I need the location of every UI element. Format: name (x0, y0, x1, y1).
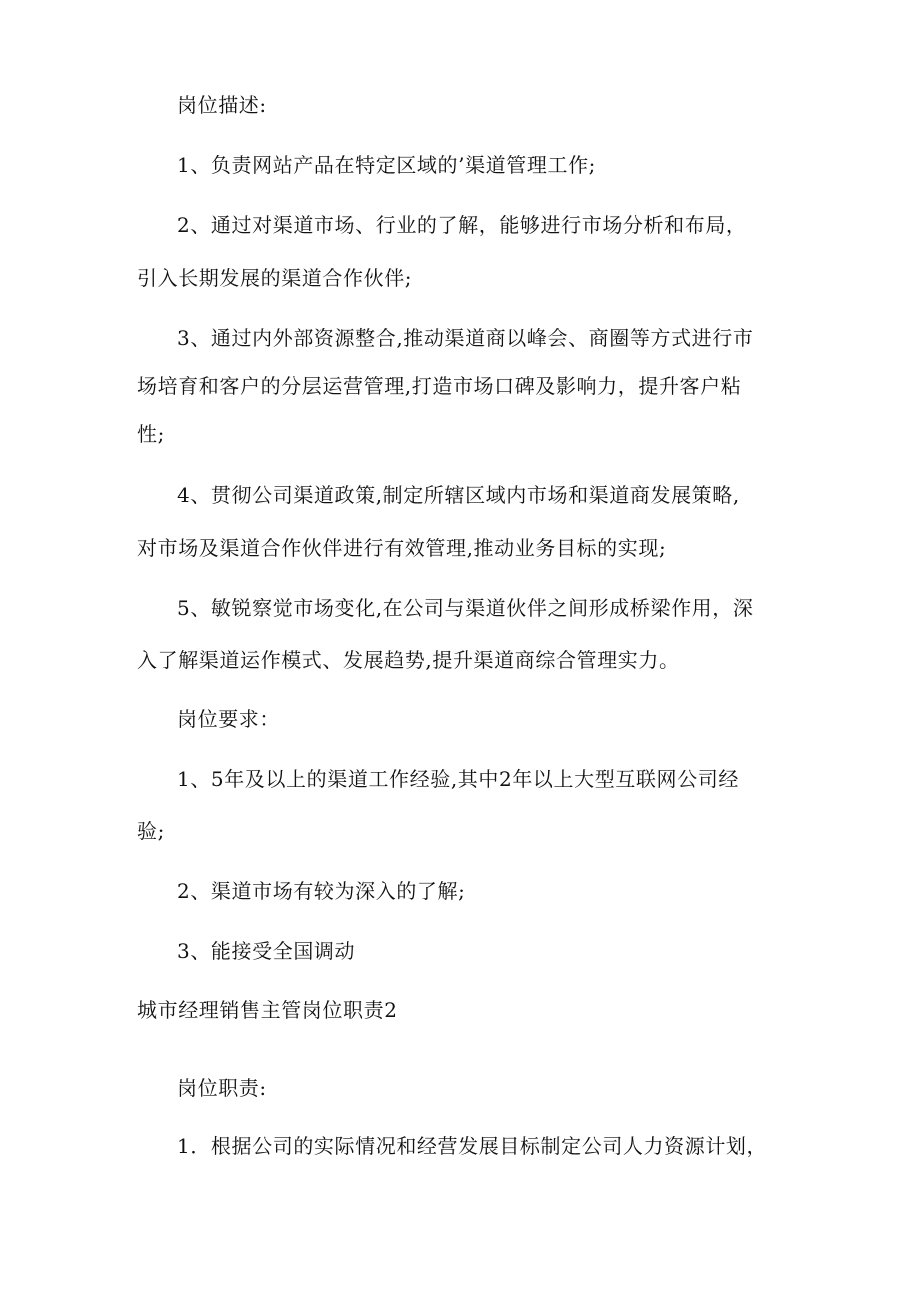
description-item-3-line-3: 性; (137, 422, 165, 446)
section-label-requirements: 岗位要求： (177, 707, 280, 731)
duty-item-1: 1．根据公司的实际情况和经营发展目标制定公司人力资源计划， (177, 1134, 768, 1158)
description-item-4-line-2: 对市场及渠道合作伙伴进行有效管理,推动业务目标的实现; (137, 536, 667, 560)
description-item-2-line-1: 2、通过对渠道市场、行业的了解，能够进行市场分析和布局， (177, 213, 747, 237)
description-item-1: 1、负责网站产品在特定区域的’渠道管理工作; (177, 153, 597, 177)
description-item-3-line-1: 3、通过内外部资源整合,推动渠道商以峰会、商圈等方式进行市 (177, 326, 754, 350)
description-item-3-line-2: 场培育和客户的分层运营管理,打造市场口碑及影响力，提升客户粘 (137, 374, 742, 398)
requirement-item-1-line-2: 验; (137, 819, 165, 843)
requirement-item-3: 3、能接受全国调动 (177, 939, 356, 963)
description-item-4-line-1: 4、贯彻公司渠道政策,制定所辖区域内市场和渠道商发展策略, (177, 483, 740, 507)
requirement-item-1-line-1: 1、5年及以上的渠道工作经验,其中2年以上大型互联网公司经 (177, 767, 739, 791)
description-item-5-line-1: 5、敏锐察觉市场变化,在公司与渠道伙伴之间形成桥梁作用，深 (177, 596, 754, 620)
section-label-duties: 岗位职责: (177, 1076, 267, 1100)
section-label-description: 岗位描述: (177, 93, 267, 117)
description-item-5-line-2: 入了解渠道运作模式、发展趋势,提升渠道商综合管理实力。 (137, 648, 680, 672)
requirement-item-2: 2、渠道市场有较为深入的了解; (177, 879, 466, 903)
section-2-title: 城市经理销售主管岗位职责2 (137, 998, 398, 1022)
description-item-2-line-2: 引入长期发展的渠道合作伙伴; (137, 266, 413, 290)
